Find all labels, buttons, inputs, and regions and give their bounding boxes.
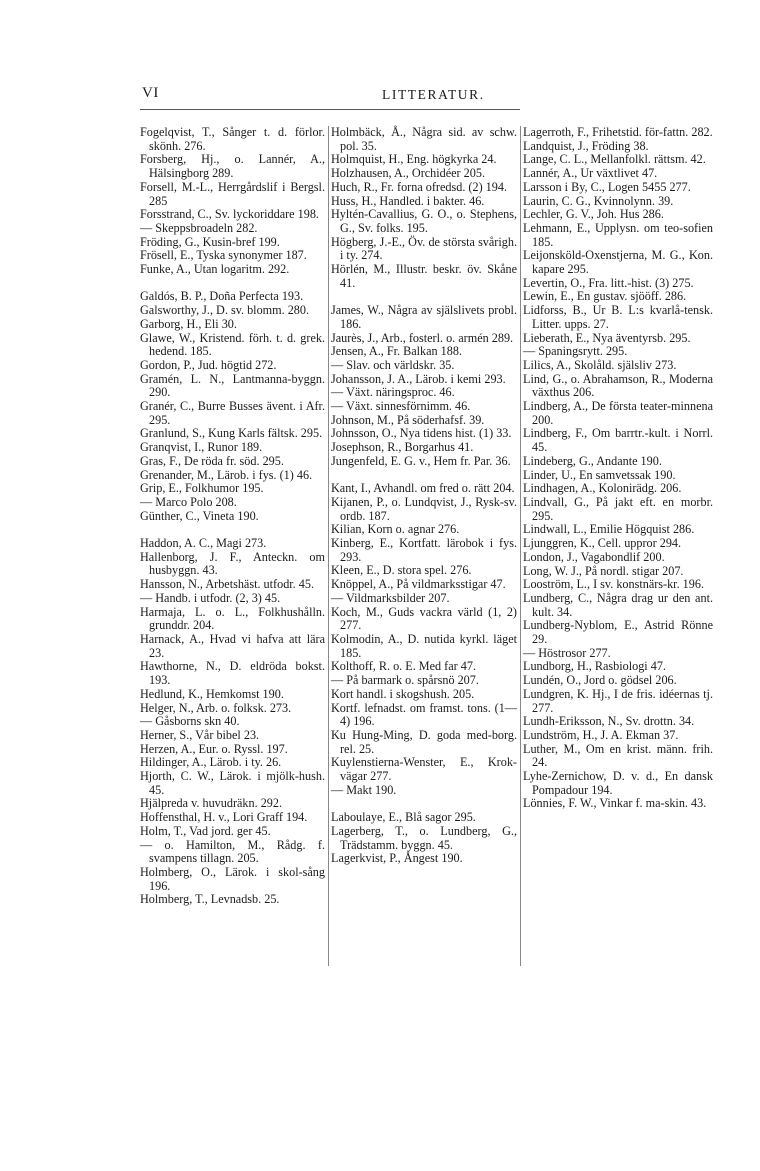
bibliography-entry: Herzen, A., Eur. o. Ryssl. 197.	[140, 741, 288, 756]
bibliography-entry: Lundberg, C., Några drag ur den ant. kult. 34.	[523, 590, 713, 619]
bibliography-entry: Lilics, A., Skolåld. själsliv 273.	[523, 357, 677, 372]
bibliography-entry: Huss, H., Handled. i bakter. 46.	[331, 193, 485, 208]
bibliography-entry: Lieberath, E., Nya äventyrsb. 295.	[523, 330, 691, 345]
bibliography-entry: Josephson, R., Borgarhus 41.	[331, 440, 474, 455]
bibliography-entry: Kant, I., Avhandl. om fred o. rätt 204.	[331, 481, 515, 496]
bibliography-entry: Lindberg, A., De första teater-minnena 200.	[523, 399, 713, 427]
bibliography-entry: Long, W. J., På nordl. stigar 207.	[523, 563, 684, 578]
bibliography-entry: Kilian, Korn o. agnar 276.	[331, 522, 460, 537]
bibliography-entry: Lagerkvist, P., Ångest 190.	[331, 851, 463, 866]
bibliography-entry: Landquist, J., Fröding 38.	[523, 138, 649, 153]
bibliography-entry: Johansson, J. A., Lärob. i kemi 293.	[331, 371, 506, 386]
bibliography-entry: Kolmodin, A., D. nutida kyrkl. läget 185.	[331, 631, 517, 660]
bibliography-entry: — Höstrosor 277.	[523, 645, 611, 660]
bibliography-entry: Grip, E., Folkhumor 195.	[140, 481, 264, 496]
bibliography-entry: Lidforss, B., Ur B. L:s kvarlå-tensk. Litter. upps. 27.	[523, 303, 713, 331]
bibliography-entry: Forsstrand, C., Sv. lyckoriddare 198.	[140, 207, 319, 222]
bibliography-entry: Granqvist, I., Runor 189.	[140, 440, 263, 455]
section-gap	[331, 290, 517, 304]
bibliography-entry: Luther, M., Om en krist. männ. frih. 24.	[523, 741, 713, 770]
bibliography-entry: Hjorth, C. W., Lärok. i mjölk-hush. 45.	[140, 769, 325, 797]
bibliography-entry: Lundström, H., J. A. Ekman 37.	[523, 727, 679, 742]
bibliography-entry: — Marco Polo 208.	[140, 494, 237, 509]
bibliography-entry: Herner, S., Vår bibel 23.	[140, 727, 260, 742]
bibliography-entry: Linder, U., En samvetssak 190.	[523, 467, 676, 482]
bibliography-entry: — Vildmarksbilder 207.	[331, 590, 450, 605]
column-3	[523, 126, 713, 811]
bibliography-entry: Gras, F., De röda fr. söd. 295.	[140, 453, 284, 468]
bibliography-entry: Lundgren, K. Hj., I de fris. idéernas tj. 277.	[523, 686, 713, 715]
header-rule	[140, 109, 520, 110]
bibliography-entry: Ljunggren, K., Cell. uppror 294.	[523, 536, 682, 551]
column-separator-2	[520, 126, 521, 966]
bibliography-entry: Hoffensthal, H. v., Lori Graff 194.	[140, 810, 308, 825]
bibliography-entry: Grenander, M., Lärob. i fys. (1) 46.	[140, 467, 313, 482]
bibliography-entry: Jaurès, J., Arb., fosterl. o. armén 289.	[331, 330, 514, 345]
bibliography-entry: — Gåsborns skn 40.	[140, 714, 240, 729]
bibliography-entry: Kuylenstierna-Wenster, E., Krok-vägar 277.	[331, 755, 517, 784]
bibliography-entry: London, J., Vagabondlif 200.	[523, 549, 665, 564]
bibliography-entry: — o. Hamilton, M., Rådg. f. svampens tillagn. 205.	[140, 837, 325, 866]
bibliography-entry: — Spaningsrytt. 295.	[523, 344, 628, 359]
bibliography-entry: Lehmann, E., Upplysn. om teo-sofien 185.	[523, 220, 713, 249]
bibliography-entry: Kinberg, E., Kortfatt. lärobok i fys. 293.	[331, 536, 517, 564]
bibliography-entry: Lundberg-Nyblom, E., Astrid Rönne 29.	[523, 618, 713, 647]
bibliography-entry: Hansson, N., Arbetshäst. utfodr. 45.	[140, 577, 314, 592]
bibliography-entry: Harnack, A., Hvad vi hafva att lära 23.	[140, 631, 325, 660]
bibliography-entry: Frösell, E., Tyska synonymer 187.	[140, 248, 307, 263]
bibliography-entry: Haddon, A. C., Magi 273.	[140, 536, 267, 551]
bibliography-entry: Laboulaye, E., Blå sagor 295.	[331, 810, 476, 825]
bibliography-entry: Jensen, A., Fr. Balkan 188.	[331, 344, 463, 359]
bibliography-entry: Lundh-Eriksson, N., Sv. drottn. 34.	[523, 714, 695, 729]
bibliography-entry: Fröding, G., Kusin-bref 199.	[140, 234, 280, 249]
column-2	[331, 126, 517, 866]
bibliography-entry: Lundén, O., Jord o. gödsel 206.	[523, 673, 677, 688]
bibliography-entry: Kortf. lefnadst. om framst. tons. (1—4) 196.	[331, 700, 517, 729]
bibliography-entry: Hjälpreda v. huvudräkn. 292.	[140, 796, 283, 811]
bibliography-entry: Hildinger, A., Lärob. i ty. 26.	[140, 755, 282, 770]
bibliography-entry: Kleen, E., D. stora spel. 276.	[331, 563, 472, 578]
bibliography-entry: Kolthoff, R. o. E. Med far 47.	[331, 659, 476, 674]
bibliography-entry: Lyhe-Zernichow, D. v. d., En dansk Pompadour 194.	[523, 769, 713, 797]
section-gap	[140, 523, 325, 537]
bibliography-entry: Holzhausen, A., Orchidéer 205.	[331, 166, 485, 181]
section-gap	[331, 469, 517, 483]
bibliography-entry: Jungenfeld, E. G. v., Hem fr. Par. 36.	[331, 453, 511, 468]
bibliography-entry: Looström, L., I sv. konstnärs-kr. 196.	[523, 577, 704, 592]
bibliography-entry: Gordon, P., Jud. högtid 272.	[140, 357, 277, 372]
bibliography-entry: Günther, C., Vineta 190.	[140, 508, 259, 523]
bibliography-entry: Lind, G., o. Abrahamson, R., Moderna växthus 206.	[523, 371, 713, 400]
bibliography-entry: — Växt. sinnesförnimm. 46.	[331, 399, 471, 414]
bibliography-entry: Lundborg, H., Rasbiologi 47.	[523, 659, 666, 674]
bibliography-entry: Holm, T., Vad jord. ger 45.	[140, 823, 271, 838]
bibliography-entry: Hallenborg, J. F., Anteckn. om husbyggn. 43.	[140, 549, 325, 578]
bibliography-entry: Lagerberg, T., o. Lundberg, G., Trädstamm. byggn. 45.	[331, 823, 517, 852]
bibliography-entry: Gramén, L. N., Lantmanna-byggn. 290.	[140, 371, 325, 400]
bibliography-entry: — Slav. och världskr. 35.	[331, 357, 455, 372]
bibliography-entry: Lange, C. L., Mellanfolkl. rättsm. 42.	[523, 152, 706, 167]
bibliography-entry: Knöppel, A., På vildmarksstigar 47.	[331, 577, 506, 592]
bibliography-entry: Helger, N., Arb. o. folksk. 273.	[140, 700, 292, 715]
bibliography-entry: Johnson, M., På söderhafsf. 39.	[331, 412, 485, 427]
column-separator-1	[328, 126, 329, 966]
bibliography-entry: Högberg, J.-E., Öv. de största svårigh. i ty. 274.	[331, 234, 517, 263]
bibliography-entry: Holmbäck, Å., Några sid. av schw. pol. 35.	[331, 125, 517, 153]
bibliography-entry: Granlund, S., Kung Karls fältsk. 295.	[140, 426, 323, 441]
bibliography-entry: Lagerroth, F., Frihetstid. för-fattn. 282.	[523, 125, 713, 139]
bibliography-entry: Larsson i By, C., Logen 5455 277.	[523, 179, 691, 194]
bibliography-entry: Lönnies, F. W., Vinkar f. ma-skin. 43.	[523, 796, 707, 811]
bibliography-entry: — Växt. näringsproc. 46.	[331, 385, 455, 400]
bibliography-entry: Levertin, O., Fra. litt.-hist. (3) 275.	[523, 275, 694, 290]
bibliography-entry: — Makt 190.	[331, 782, 397, 797]
bibliography-entry: Harmaja, L. o. L., Folkhushålln. grunddr. 204.	[140, 604, 325, 633]
bibliography-entry: Fogelqvist, T., Sånger t. d. förlor. skönh. 276.	[140, 125, 325, 153]
running-head: LITTERATUR.	[382, 87, 485, 102]
bibliography-entry: Glawe, W., Kristend. förh. t. d. grek. hedend. 185.	[140, 330, 325, 359]
bibliography-entry: Huch, R., Fr. forna ofredsd. (2) 194.	[331, 179, 508, 194]
bibliography-entry: Johnsson, O., Nya tidens hist. (1) 33.	[331, 426, 512, 441]
bibliography-entry: Galdós, B. P., Doña Perfecta 193.	[140, 289, 304, 304]
bibliography-entry: — Skeppsbroadeln 282.	[140, 220, 258, 235]
bibliography-entry: Lindberg, F., Om barrtr.-kult. i Norrl. 45.	[523, 426, 713, 455]
bibliography-entry: Lechler, G. V., Joh. Hus 286.	[523, 207, 664, 222]
bibliography-entry: Leijonsköld-Oxenstjerna, M. G., Kon. kapare 295.	[523, 248, 713, 277]
column-1	[140, 126, 325, 907]
bibliography-entry: Holmberg, O., Lärok. i skol-sång 196.	[140, 864, 325, 893]
bibliography-entry: — Handb. i utfodr. (2, 3) 45.	[140, 590, 281, 605]
bibliography-entry: Holmquist, H., Eng. högkyrka 24.	[331, 152, 497, 167]
bibliography-entry: Granér, C., Burre Busses ävent. i Afr. 295.	[140, 399, 325, 427]
page-number: VI	[142, 85, 159, 101]
section-gap	[331, 797, 517, 811]
bibliography-entry: Koch, M., Guds vackra värld (1, 2) 277.	[331, 604, 517, 633]
bibliography-entry: Forsell, M.-L., Herrgårdslif i Bergsl. 285	[140, 179, 325, 208]
bibliography-entry: Lewin, E., En gustav. sjööff. 286.	[523, 289, 687, 304]
bibliography-entry: Lannér, A., Ur växtlivet 47.	[523, 166, 658, 181]
bibliography-entry: — På barmark o. spårsnö 207.	[331, 673, 479, 688]
bibliography-entry: Lindwall, L., Emilie Högquist 286.	[523, 522, 695, 537]
bibliography-entry: Lindvall, G., På jakt eft. en morbr. 295.	[523, 494, 713, 523]
bibliography-entry: Hedlund, K., Hemkomst 190.	[140, 686, 284, 701]
bibliography-entry: Forsberg, Hj., o. Lannér, A., Hälsingborg 289.	[140, 152, 325, 181]
bibliography-entry: Hyltén-Cavallius, G. O., o. Stephens, G., Sv. folks. 195.	[331, 207, 517, 235]
bibliography-entry: Holmberg, T., Levnadsb. 25.	[140, 892, 280, 907]
bibliography-entry: Laurin, C. G., Kvinnolynn. 39.	[523, 193, 674, 208]
bibliography-entry: Kijanen, P., o. Lundqvist, J., Rysk-sv. ordb. 187.	[331, 494, 517, 523]
bibliography-entry: Galsworthy, J., D. sv. blomm. 280.	[140, 303, 310, 318]
bibliography-entry: James, W., Några av själslivets probl. 186.	[331, 303, 517, 331]
bibliography-entry: Ku Hung-Ming, D. goda med-borg. rel. 25.	[331, 727, 517, 756]
bibliography-entry: Hawthorne, N., D. eldröda bokst. 193.	[140, 659, 325, 688]
bibliography-entry: Garborg, H., Eli 30.	[140, 316, 237, 331]
bibliography-entry: Lindhagen, A., Kolonirädg. 206.	[523, 481, 682, 496]
bibliography-entry: Lindeberg, G., Andante 190.	[523, 453, 662, 468]
bibliography-entry: Funke, A., Utan logaritm. 292.	[140, 262, 290, 277]
section-gap	[140, 277, 325, 291]
bibliography-entry: Kort handl. i skogshush. 205.	[331, 686, 475, 701]
bibliography-entry: Hörlén, M., Illustr. beskr. öv. Skåne 41.	[331, 262, 517, 290]
